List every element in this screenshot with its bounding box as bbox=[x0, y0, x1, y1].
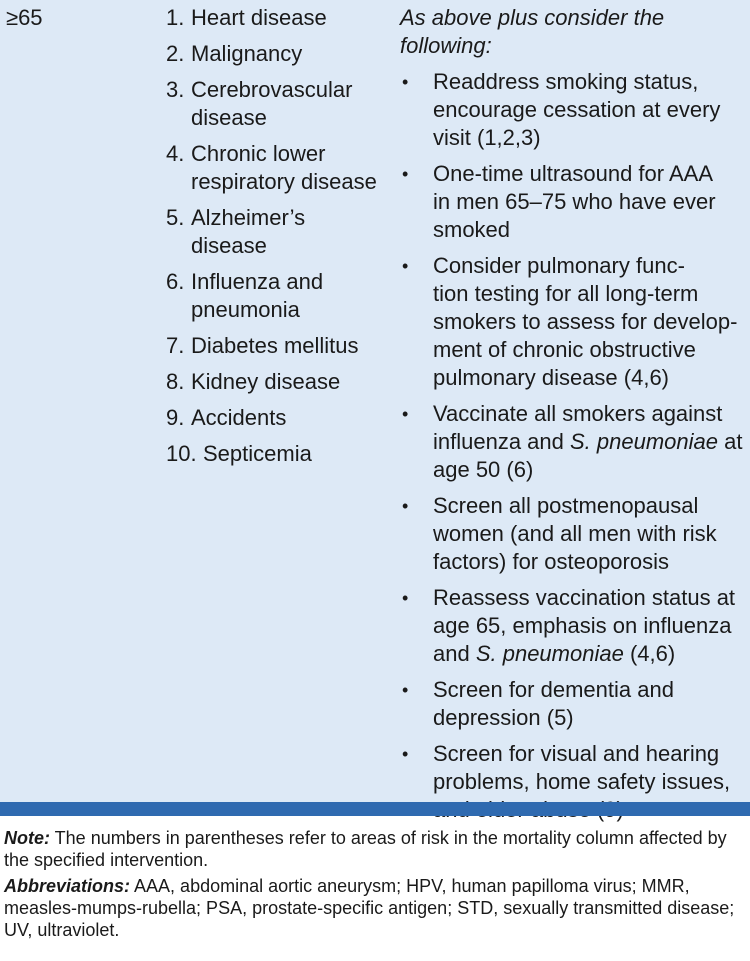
abbreviations-text: AAA, abdominal aortic aneurysm; HPV, human papilloma virus; MMR, measles-mumps-rubella; PSA, prostate-specific antigen; STD, sexually transmitted disease; UV, ultraviolet. bbox=[4, 876, 735, 940]
mortality-item: 4. Chronic lower respiratory disease bbox=[166, 141, 377, 194]
bullet-icon: • bbox=[402, 588, 409, 608]
intervention-item: • One-time ultrasound for AAA in men 65–75 who have ever smoked bbox=[402, 161, 716, 242]
intervention-item: • Vaccinate all smokers against influenza and S. pneumoniae at age 50 (6) bbox=[402, 401, 743, 482]
bullet-icon: • bbox=[402, 256, 409, 276]
mortality-item: 1. Heart disease bbox=[166, 5, 327, 30]
bullet-icon: • bbox=[402, 164, 409, 184]
abbreviations-paragraph bbox=[4, 875, 746, 941]
note-label: Note: bbox=[4, 828, 50, 848]
mortality-item: 8. Kidney disease bbox=[166, 369, 341, 394]
footnotes bbox=[4, 827, 746, 945]
intervention-item: • Readdress smoking status, encourage cessation at every visit (1,2,3) bbox=[402, 69, 721, 150]
bullet-icon: • bbox=[402, 72, 409, 92]
mortality-item: 10. Septicemia bbox=[166, 441, 312, 466]
intervention-item: • Reassess vaccination status at age 65, emphasis on influenza and S. pneumoniae (4,6) bbox=[402, 585, 736, 666]
age-group-cell: ≥65 bbox=[6, 5, 43, 30]
intervention-item: • Screen all postmenopausal women (and all men with risk factors) for osteoporosis bbox=[402, 493, 717, 574]
mortality-item: 9. Accidents bbox=[166, 405, 287, 430]
mortality-item: 6. Influenza and pneumonia bbox=[166, 269, 324, 322]
mortality-list bbox=[166, 4, 386, 468]
note-text: The numbers in parentheses refer to areas of risk in the mortality column affected by the specified intervention. bbox=[4, 828, 727, 870]
bullet-icon: • bbox=[402, 496, 409, 516]
table-bottom-rule bbox=[0, 802, 750, 816]
intervention-item: • Screen for dementia and depression (5) bbox=[402, 677, 674, 730]
mortality-item: 7. Diabetes mellitus bbox=[166, 333, 359, 358]
interventions-cell bbox=[400, 4, 745, 832]
bullet-icon: • bbox=[402, 680, 409, 700]
interventions-list bbox=[400, 68, 745, 824]
mortality-item: 5. Alzheimer’s disease bbox=[166, 205, 306, 258]
interventions-header: As above plus consider the following: bbox=[400, 5, 665, 58]
note-paragraph bbox=[4, 827, 746, 871]
bullet-icon: • bbox=[402, 744, 409, 764]
intervention-item: • Screen for visual and hearing problems, home safety issues, bbox=[402, 741, 731, 794]
mortality-item: 2. Malignancy bbox=[166, 41, 303, 66]
bullet-icon: • bbox=[402, 404, 409, 424]
intervention-item: • Consider pulmonary func- tion testing for all long-term smokers to assess for develop- ment of chronic obstructive pulmonary disease (4,6) bbox=[402, 253, 738, 390]
abbreviations-label: Abbreviations: bbox=[4, 876, 131, 896]
mortality-item: 3. Cerebrovascular disease bbox=[166, 77, 353, 130]
